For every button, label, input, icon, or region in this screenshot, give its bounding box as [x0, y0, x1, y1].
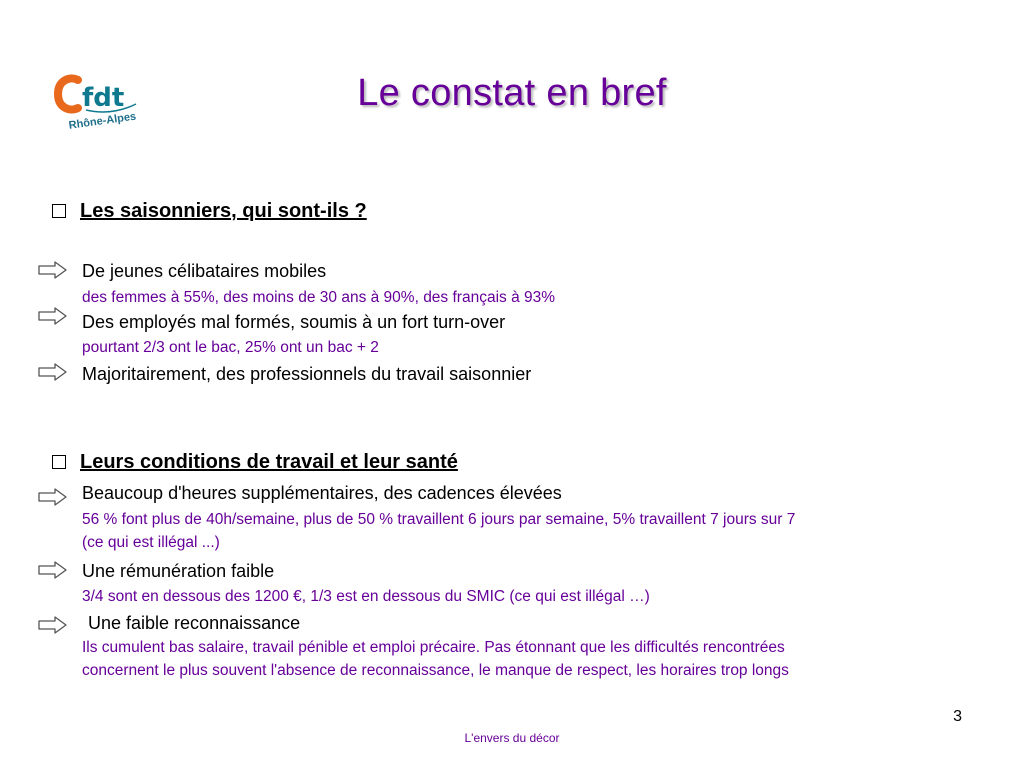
right-arrow-icon: [38, 307, 68, 325]
section-heading-text: Leurs conditions de travail et leur santé: [80, 451, 458, 473]
item-detail: des femmes à 55%, des moins de 30 ans à 90%, des français à 93%: [82, 289, 556, 306]
right-arrow-icon: [38, 488, 68, 506]
item-detail: 3/4 sont en dessous des 1200 €, 1/3 est en dessous du SMIC (ce qui est illégal …): [82, 588, 650, 605]
list-item: Majoritairement, des professionnels du travail saisonnier: [82, 364, 532, 384]
list-item: Des employés mal formés, soumis à un fort turn-over: [82, 312, 506, 332]
list-item: Une rémunération faible: [82, 561, 275, 581]
checkbox-bullet-icon: [52, 204, 68, 220]
right-arrow-icon: [38, 261, 68, 279]
svg-text:fdt: fdt: [82, 83, 125, 113]
right-arrow-icon: [38, 616, 68, 634]
item-detail: pourtant 2/3 ont le bac, 25% ont un bac + 2: [82, 339, 379, 356]
section-heading-saisonniers: [52, 200, 367, 223]
slide-title: Le constat en bref: [357, 72, 667, 114]
right-arrow-icon: [38, 561, 68, 579]
page-number: 3: [953, 708, 962, 725]
item-detail: Ils cumulent bas salaire, travail pénible et emploi précaire. Pas étonnant que les difficultés rencontrées: [82, 639, 785, 656]
right-arrow-icon: [38, 363, 68, 381]
section-heading-text: Les saisonniers, qui sont-ils ?: [80, 200, 367, 222]
item-detail: concernent le plus souvent l'absence de reconnaissance, le manque de respect, les horaires trop longs: [82, 662, 789, 679]
checkbox-bullet-icon: [52, 455, 68, 471]
section-heading-conditions: [52, 451, 458, 474]
footer-text: L'envers du décor: [464, 731, 560, 745]
list-item: De jeunes célibataires mobiles: [82, 261, 327, 281]
list-item: Une faible reconnaissance: [88, 613, 301, 633]
item-detail: (ce qui est illégal ...): [82, 534, 220, 551]
logo-region-text: Rhône-Alpes: [68, 110, 137, 132]
list-item: Beaucoup d'heures supplémentaires, des cadences élevées: [82, 483, 562, 503]
item-detail: 56 % font plus de 40h/semaine, plus de 50 % travaillent 6 jours par semaine, 5% travaillent 7 jours sur 7: [82, 511, 796, 528]
